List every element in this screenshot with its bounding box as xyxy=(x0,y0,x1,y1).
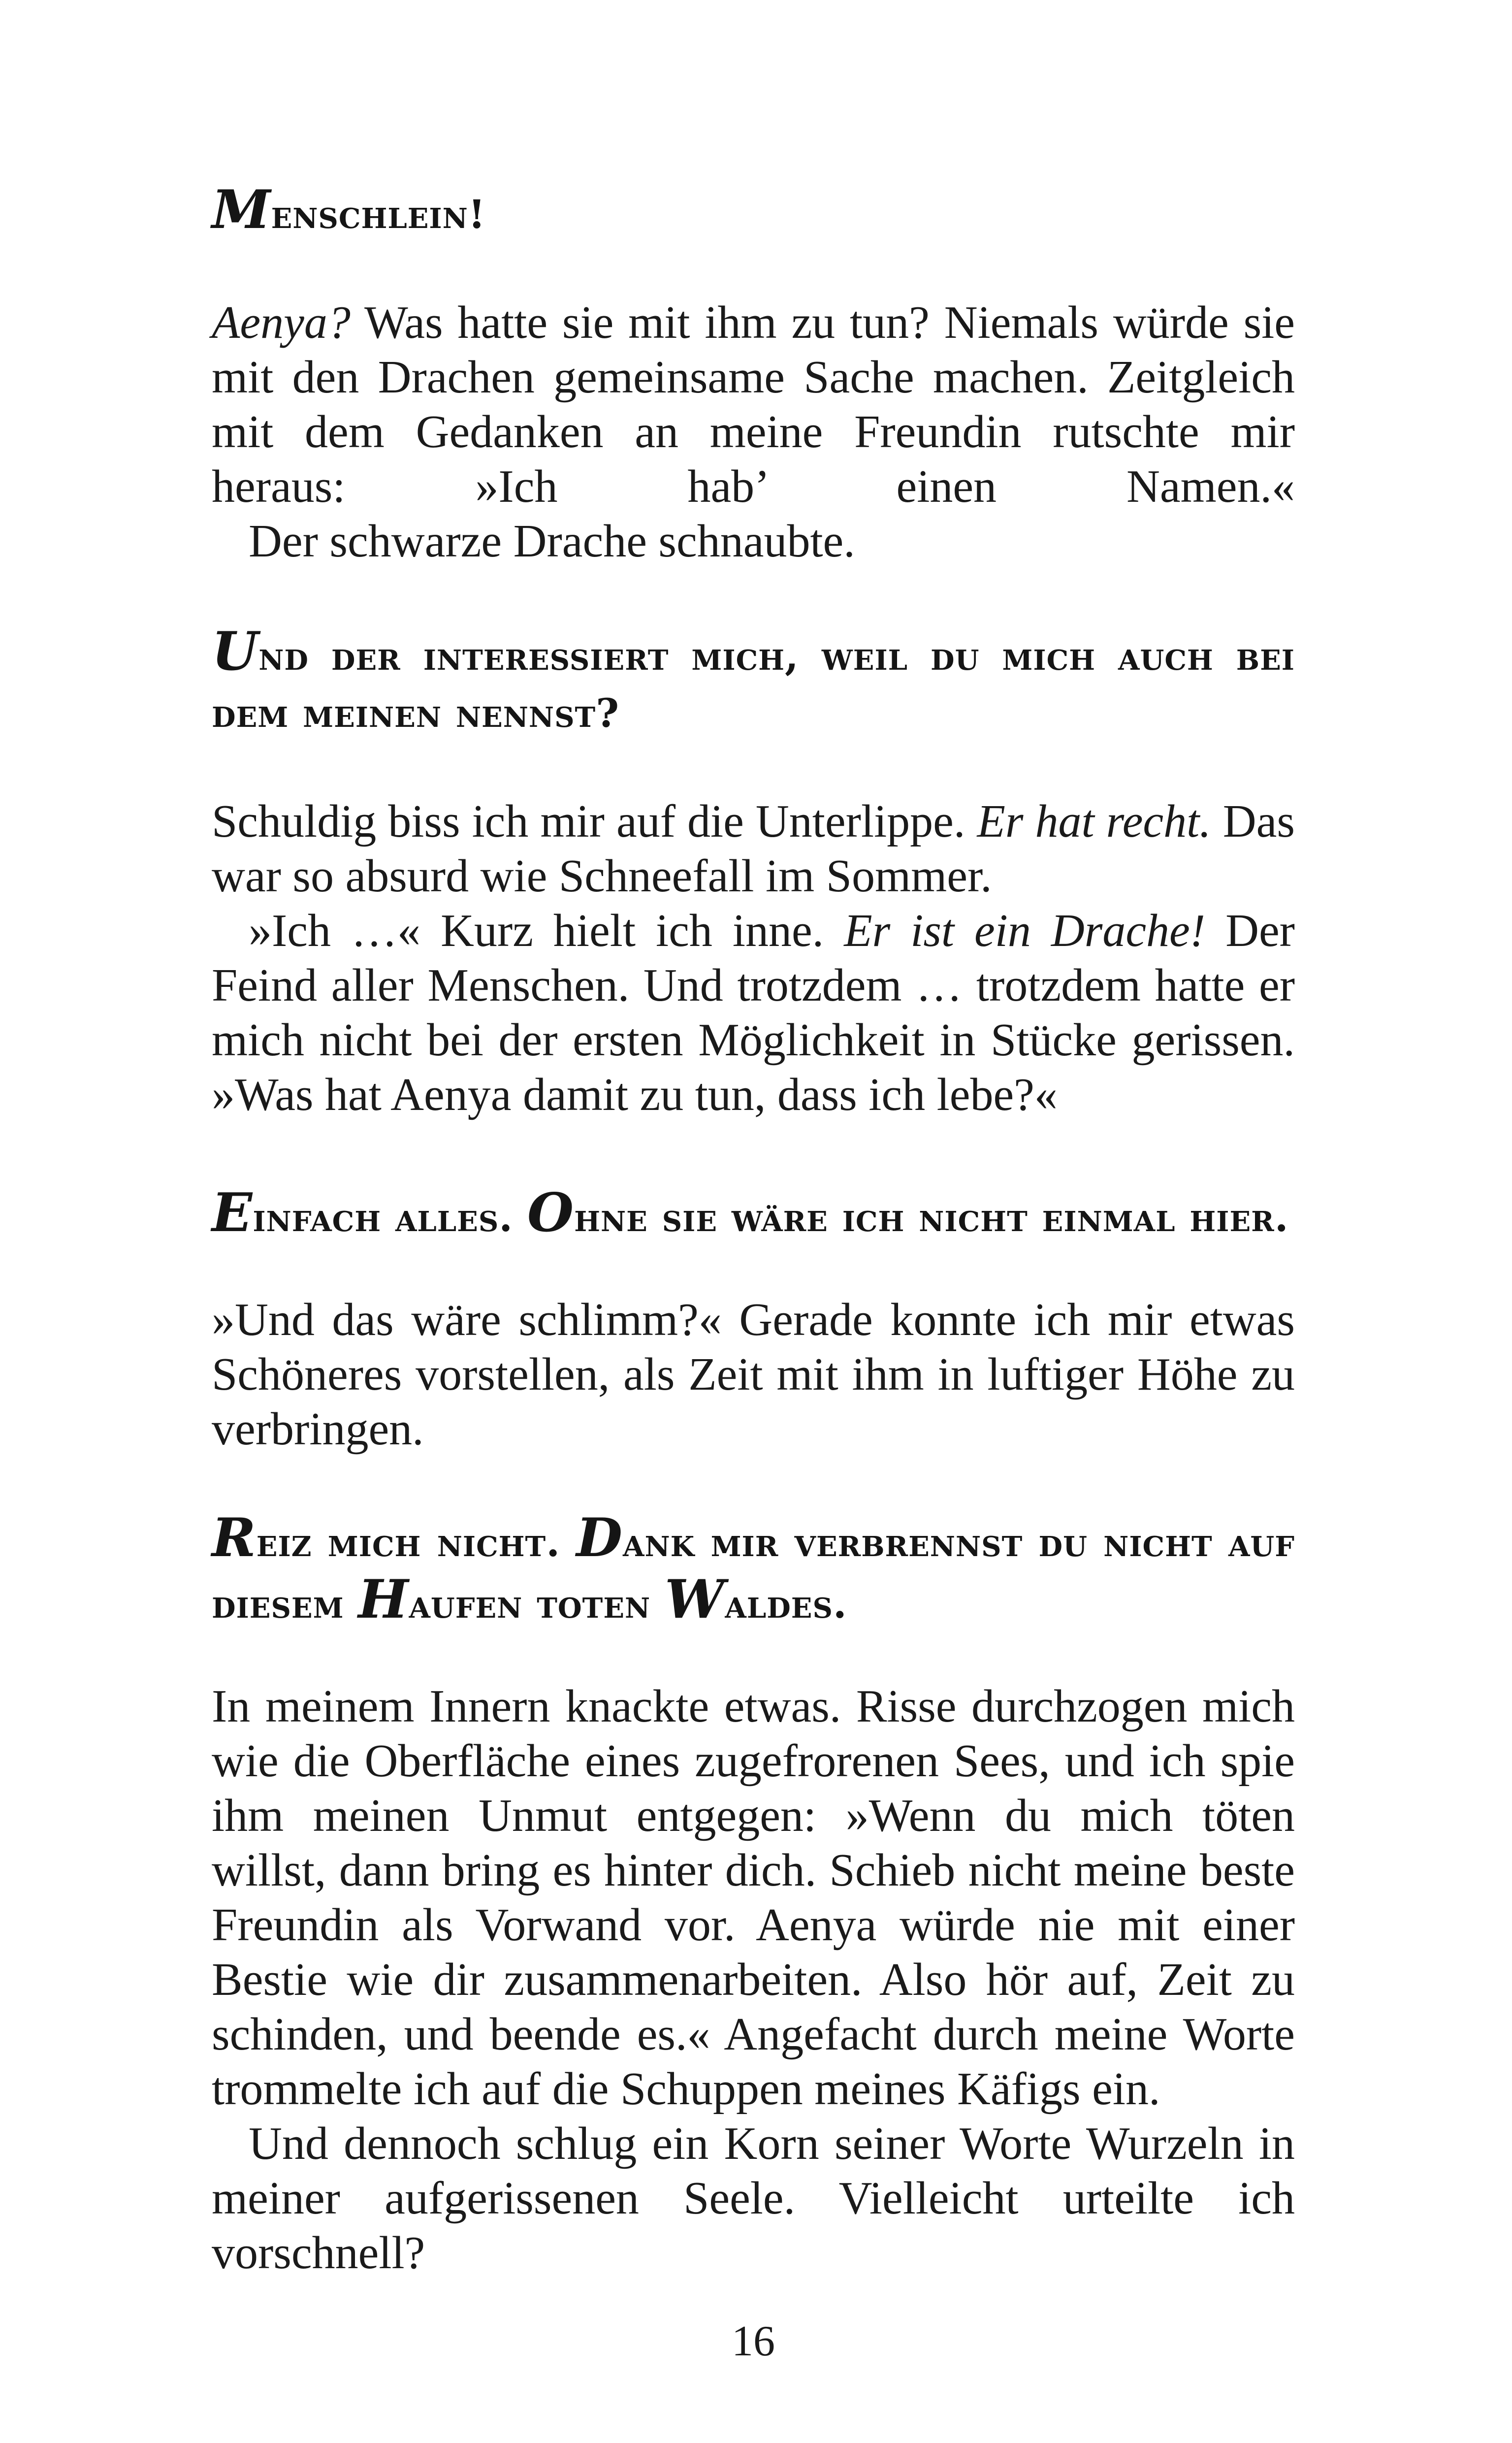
paragraph-ich: »Ich …« Kurz hielt ich inne. Er ist ein Drache! Der Feind aller Menschen. Und trotzdem … trotzdem hatte er mich nicht bei der ersten Möglichkeit in Stücke gerissen. »Was hat Aenya damit zu tun, dass ich lebe?« xyxy=(212,905,1295,1120)
dragon-speech-name: Und der interessiert mich, weil du mich auch bei dem meinen nennst? xyxy=(212,620,1295,736)
page-number: 16 xyxy=(732,2317,775,2365)
dragon-speech-menschlein: Menschlein! xyxy=(212,179,486,241)
paragraph-schlimm: »Und das wäre schlimm?« Gerade konnte ich mir etwas Schöneres vorstellen, als Zeit mit ihm in luftiger Höhe zu verbringen. xyxy=(212,1294,1295,1455)
book-page xyxy=(212,0,1295,2443)
dragon-speech-reiz: Reiz mich nicht. Dank mir verbrennst du nicht auf diesem Haufen toten Waldes. xyxy=(212,1507,1295,1630)
paragraph-aenya: Aenya? Was hatte sie mit ihm zu tun? Niemals würde sie mit den Drachen gemeinsame Sache machen. Zeitgleich mit dem Gedanken an meine Freundin rutschte mir heraus: »Ich hab’ einen Namen.« Der schwarze Drache schnaubte. xyxy=(212,295,1295,569)
paragraph-schnaubte: Der schwarze Drache schnaubte. xyxy=(249,516,855,567)
dragon-speech-alles: Einfach alles. Ohne sie wäre ich nicht einmal hier. xyxy=(212,1182,1289,1244)
paragraph-schuldig: Schuldig biss ich mir auf die Unterlippe. Er hat recht. Das war so absurd wie Schneefall im Sommer. »Ich …« Kurz hielt ich inne. Er ist ein Drache! Der Feind aller Menschen. Und trotzdem … trotzdem hatte er mich nicht bei der ersten Möglichkeit in Stücke gerissen. »Was hat Aenya damit zu tun, dass ich lebe?« xyxy=(212,794,1295,1122)
paragraph-dennoch: Und dennoch schlug ein Korn seiner Worte Wurzeln in meiner aufgerissenen Seele. Vielleicht urteilte ich vorschnell? xyxy=(212,2118,1295,2279)
initial-letter: M xyxy=(212,179,271,241)
paragraph-innern: In meinem Innern knackte etwas. Risse durchzogen mich wie die Oberfläche eines zugefrorenen Sees, und ich spie ihm meinen Unmut entgegen: »Wenn du mich töten willst, dann bring es hinter dich. Schieb nicht meine beste Freundin als Vorwand vor. Aenya würde nie mit einer Bestie wie dir zusammenarbeiten. Also hör auf, Zeit zu schinden, und beende es.« Angefacht durch meine Worte trommelte ich auf die Schuppen meines Käfigs ein. Und dennoch schlug ein Korn seiner Worte Wurzeln in meiner aufgerissenen Seele. Vielleicht urteilte ich vorschnell? xyxy=(212,1679,1295,2280)
